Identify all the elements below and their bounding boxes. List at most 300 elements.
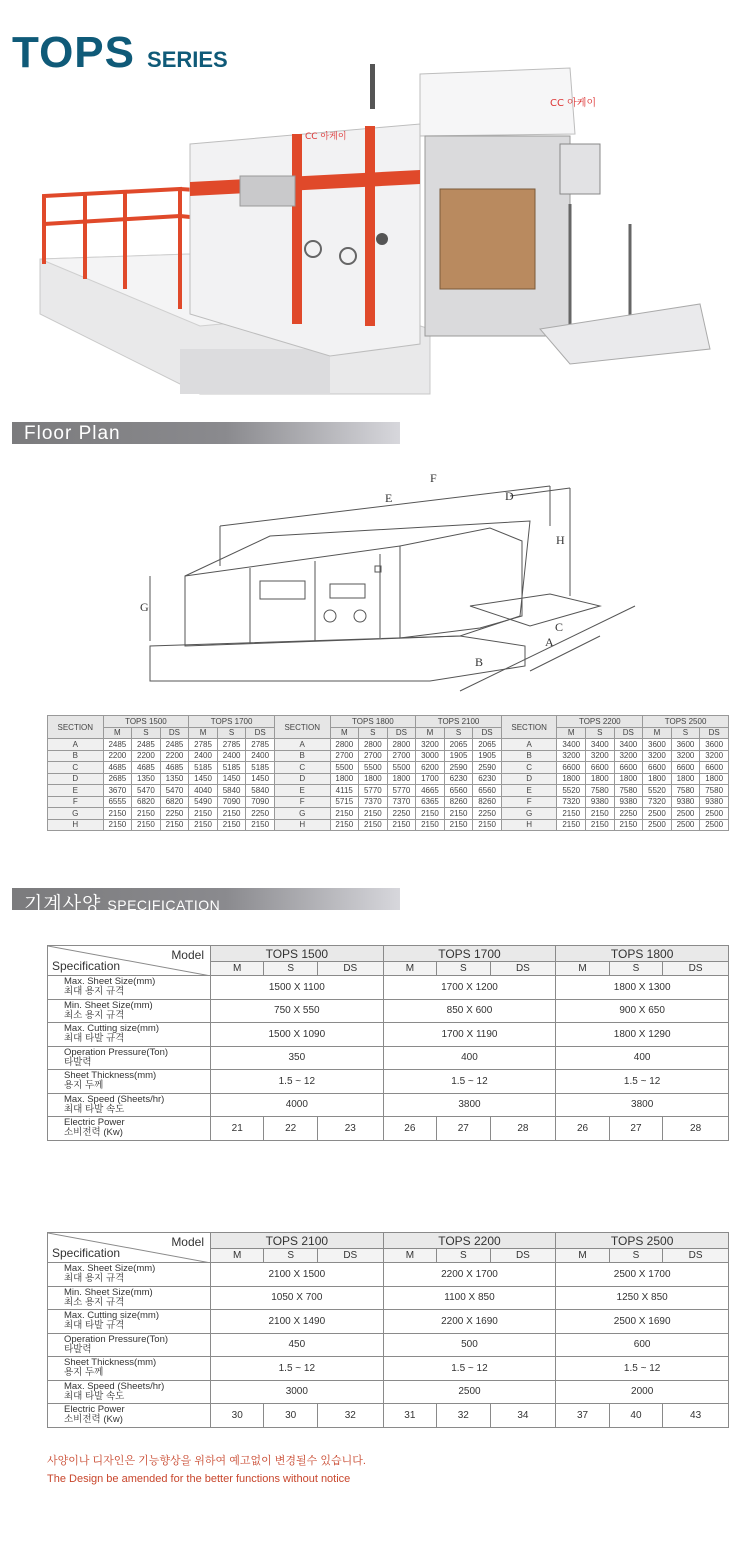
dim-cell: 1350	[132, 773, 161, 785]
spec-value: 1800 X 1290	[556, 1023, 729, 1047]
dim-cell: 2485	[132, 739, 161, 751]
dim-cell: 2200	[132, 750, 161, 762]
dim-cell: 4685	[103, 762, 132, 774]
spec-value: 500	[383, 1333, 556, 1357]
spec-value: 2000	[556, 1380, 729, 1404]
power-value: 21	[211, 1117, 264, 1141]
dim-cell: 1800	[671, 773, 700, 785]
corner-spec: Specification	[52, 1246, 121, 1260]
dim-cell: 3600	[671, 739, 700, 751]
dim-cell: 2500	[671, 819, 700, 831]
dim-cell: 3400	[557, 739, 586, 751]
dim-row	[48, 785, 729, 797]
model-header: TOPS 1500	[211, 946, 384, 962]
dim-cell: 6200	[416, 762, 445, 774]
power-value: 28	[490, 1117, 556, 1141]
spec-row	[48, 1286, 729, 1310]
dim-cell: 2400	[189, 750, 218, 762]
machine-illustration	[30, 64, 720, 409]
notice-kr: 사양이나 디자인은 기능향상을 위하여 예고없이 변경될수 있습니다.	[47, 1455, 366, 1467]
dim-subheader: S	[444, 727, 473, 739]
dim-cell: 2150	[444, 808, 473, 820]
dim-section-label: F	[48, 796, 104, 808]
spec-value: 1.5 ~ 12	[383, 1357, 556, 1381]
dim-cell: 3670	[103, 785, 132, 797]
dim-subheader: M	[189, 727, 218, 739]
dim-cell: 5770	[387, 785, 416, 797]
dim-cell: 2200	[103, 750, 132, 762]
spec-label: Max. Sheet Size(mm) 최대 용지 규격	[48, 976, 211, 1000]
spec-title-en: SPECIFICATION	[107, 897, 221, 913]
dim-subheader: S	[671, 727, 700, 739]
power-value: 31	[383, 1404, 436, 1428]
dim-cell: 1800	[700, 773, 729, 785]
dim-cell: 2200	[160, 750, 189, 762]
spec-row	[48, 1093, 729, 1117]
dim-row	[48, 750, 729, 762]
dim-cell: 6560	[473, 785, 502, 797]
variant-header: M	[383, 962, 436, 976]
dim-cell: 5520	[643, 785, 672, 797]
spec-row	[48, 1310, 729, 1334]
dim-subheader: DS	[473, 727, 502, 739]
dim-cell: 6820	[132, 796, 161, 808]
spec-value: 2200 X 1700	[383, 1263, 556, 1287]
dim-cell: 2150	[416, 808, 445, 820]
dim-cell: 4040	[189, 785, 218, 797]
dim-row	[48, 739, 729, 751]
spec-row	[48, 1263, 729, 1287]
power-value: 22	[264, 1117, 317, 1141]
dim-cell: 1905	[444, 750, 473, 762]
dim-cell: 2785	[246, 739, 275, 751]
dim-cell: 2150	[246, 819, 275, 831]
notice-en: The Design be amended for the better functions without notice	[47, 1473, 351, 1485]
spec-label: Sheet Thickness(mm) 용지 두께	[48, 1070, 211, 1094]
spec-value: 1700 X 1200	[383, 976, 556, 1000]
dim-cell: 9380	[700, 796, 729, 808]
dim-cell: 1350	[160, 773, 189, 785]
dim-section-label: B	[274, 750, 330, 762]
variant-header: S	[264, 1249, 317, 1263]
dim-section-label: F	[501, 796, 557, 808]
spec-value: 400	[383, 1046, 556, 1070]
dim-cell: 3000	[416, 750, 445, 762]
dim-cell: 3400	[614, 739, 643, 751]
spec-value: 3800	[556, 1093, 729, 1117]
dim-cell: 2150	[160, 819, 189, 831]
spec-value: 1.5 ~ 12	[556, 1070, 729, 1094]
variant-header: DS	[317, 1249, 383, 1263]
variant-header: DS	[663, 962, 729, 976]
dim-cell: 2250	[614, 808, 643, 820]
dim-cell: 2250	[246, 808, 275, 820]
dim-cell: 2500	[700, 808, 729, 820]
variant-header: DS	[317, 962, 383, 976]
dim-cell: 3200	[671, 750, 700, 762]
dim-cell: 2500	[643, 819, 672, 831]
dim-cell: 6600	[700, 762, 729, 774]
dim-cell: 6600	[557, 762, 586, 774]
power-value: 37	[556, 1404, 609, 1428]
spec-value: 850 X 600	[383, 999, 556, 1023]
power-value: 30	[211, 1404, 264, 1428]
dim-subheader: DS	[246, 727, 275, 739]
dim-cell: 5520	[557, 785, 586, 797]
dim-cell: 2800	[359, 739, 388, 751]
power-value: 27	[437, 1117, 490, 1141]
spec-value: 2500	[383, 1380, 556, 1404]
spec-value: 1500 X 1090	[211, 1023, 384, 1047]
dim-section-label: E	[501, 785, 557, 797]
dim-cell: 1800	[387, 773, 416, 785]
spec-value: 2100 X 1500	[211, 1263, 384, 1287]
dim-cell: 4665	[416, 785, 445, 797]
dim-section-label: D	[48, 773, 104, 785]
model-header: TOPS 2200	[383, 1233, 556, 1249]
dim-cell: 7090	[246, 796, 275, 808]
spec-value: 750 X 550	[211, 999, 384, 1023]
variant-header: S	[437, 962, 490, 976]
dim-subheader: S	[359, 727, 388, 739]
spec-value: 1700 X 1190	[383, 1023, 556, 1047]
dim-cell: 2250	[160, 808, 189, 820]
spec-row	[48, 1380, 729, 1404]
dim-cell: 5185	[189, 762, 218, 774]
svg-text:C: C	[555, 620, 564, 634]
power-value: 28	[663, 1117, 729, 1141]
dim-cell: 5840	[246, 785, 275, 797]
dim-cell: 2150	[387, 819, 416, 831]
floor-plan-bar	[12, 422, 400, 444]
dim-cell: 2700	[330, 750, 359, 762]
spec-row	[48, 1023, 729, 1047]
corner-model: Model	[171, 1235, 204, 1249]
svg-text:F: F	[430, 471, 437, 485]
dim-cell: 3200	[586, 750, 615, 762]
svg-text:H: H	[556, 533, 565, 547]
dim-cell: 1450	[217, 773, 246, 785]
dim-cell: 2150	[416, 819, 445, 831]
dim-row	[48, 819, 729, 831]
dim-cell: 2150	[586, 808, 615, 820]
power-value: 34	[490, 1404, 556, 1428]
dim-cell: 8260	[473, 796, 502, 808]
spec-table-2	[47, 1232, 729, 1428]
dim-cell: 2800	[330, 739, 359, 751]
dim-cell: 3600	[700, 739, 729, 751]
dim-section-label: H	[274, 819, 330, 831]
dim-section-label: A	[501, 739, 557, 751]
dim-cell: 2150	[103, 808, 132, 820]
spec-value: 450	[211, 1333, 384, 1357]
dim-cell: 6600	[586, 762, 615, 774]
svg-text:A: A	[545, 635, 554, 649]
dim-subheader: DS	[160, 727, 189, 739]
dim-section-label: G	[501, 808, 557, 820]
dim-cell: 1800	[330, 773, 359, 785]
dim-section-label: E	[48, 785, 104, 797]
power-value: 23	[317, 1117, 383, 1141]
dim-cell: 7370	[359, 796, 388, 808]
dim-cell: 2590	[473, 762, 502, 774]
model-header: TOPS 1700	[383, 946, 556, 962]
dim-cell: 6365	[416, 796, 445, 808]
dim-cell: 1450	[246, 773, 275, 785]
variant-header: M	[211, 962, 264, 976]
dim-subheader: S	[132, 727, 161, 739]
dim-cell: 2785	[217, 739, 246, 751]
svg-text:D: D	[505, 489, 514, 503]
dim-subheader: DS	[700, 727, 729, 739]
dim-cell: 2150	[132, 808, 161, 820]
spec-value: 1.5 ~ 12	[211, 1357, 384, 1381]
spec-row-power	[48, 1404, 729, 1428]
spec-value: 1500 X 1100	[211, 976, 384, 1000]
dim-cell: 2150	[330, 819, 359, 831]
dimension-table: SECTION TOPS 1500 TOPS 1700 SECTION TOPS 1800 TOPS 2100 SECTION TOPS 2200 TOPS 2500 M S DS M S DS M S DS M S DS M S DS M S DS A 2485 2485 2485 2785 2785 2785 A 2800 2800 2800 3200 2065 2065 A 3400 3400 3400 3600 3600 3600 B 2200 2200 2200 2400 2400 2400 B 2700 2700 2700 3000 1905 1905 B 3200 3200 3200 3200 3200 3200 C 4685 4685 4685 5185 5185 5185 C 5500 5500 5500 6200 2590 2590 C 6600 6600 6600 6600 6600 6600 D 2685 1350 1350 1450 1450 1450 D 1800 1800 1800 1700 6230 6230 D 1800 1800 1800 1800 1800 1800 E 3670 5470 5470 4040 5840 5840 E 4115 5770 5770 4665 6560 6560 E 5520 7580 7580 5520 7580 7580 F 6555 6820 6820 5490 7090 7090 F 5715 7370 7370 6365 8260 8260 F 7320 9380 9380 7320 9380 9380 G 2150 2150 2250 2150 2150 2250 G 2150 2150 2250 2150 2150 2250 G 2150 2150 2250 2500 2500 2500 H 2150 2150 2150 2150 2150 2150 H 2150 2150 2150 2150 2150 2150 H 2150 2150 2150 2500 2500 2500	[47, 715, 729, 831]
notice	[47, 1452, 366, 1488]
dim-subheader: M	[330, 727, 359, 739]
dim-section-label: D	[274, 773, 330, 785]
dim-cell: 2250	[387, 808, 416, 820]
spec-value: 1800 X 1300	[556, 976, 729, 1000]
dim-section-label: H	[501, 819, 557, 831]
spec-label: Max. Speed (Sheets/hr) 최대 타발 속도	[48, 1380, 211, 1404]
dim-cell: 6600	[671, 762, 700, 774]
spec-value: 1.5 ~ 12	[556, 1357, 729, 1381]
dim-cell: 5470	[132, 785, 161, 797]
dim-cell: 2065	[473, 739, 502, 751]
spec-label: Electric Power 소비전력 (Kw)	[48, 1117, 211, 1141]
dim-cell: 5500	[330, 762, 359, 774]
dim-cell: 2685	[103, 773, 132, 785]
dim-cell: 5185	[217, 762, 246, 774]
dim-cell: 1700	[416, 773, 445, 785]
dim-cell: 2700	[359, 750, 388, 762]
spec-label: Max. Speed (Sheets/hr) 최대 타발 속도	[48, 1093, 211, 1117]
dim-cell: 2065	[444, 739, 473, 751]
dim-cell: 7580	[586, 785, 615, 797]
power-value: 32	[317, 1404, 383, 1428]
dim-cell: 7320	[643, 796, 672, 808]
dim-cell: 2800	[387, 739, 416, 751]
dim-cell: 4685	[132, 762, 161, 774]
dim-section-label: B	[48, 750, 104, 762]
spec-value: 2500 X 1700	[556, 1263, 729, 1287]
dim-cell: 1905	[473, 750, 502, 762]
dim-subheader: DS	[387, 727, 416, 739]
model-header: TOPS 2100	[211, 1233, 384, 1249]
dim-cell: 1800	[614, 773, 643, 785]
spec-corner	[48, 1233, 211, 1263]
dim-cell: 2485	[103, 739, 132, 751]
dim-section-label: G	[274, 808, 330, 820]
dim-section-label: E	[274, 785, 330, 797]
dim-cell: 5470	[160, 785, 189, 797]
svg-text:G: G	[140, 600, 149, 614]
dim-cell: 1450	[189, 773, 218, 785]
dim-cell: 1800	[359, 773, 388, 785]
power-value: 26	[383, 1117, 436, 1141]
dim-subheader: S	[586, 727, 615, 739]
dim-section-label: D	[501, 773, 557, 785]
variant-header: M	[556, 962, 609, 976]
spec-label: Max. Cutting size(mm) 최대 타발 규격	[48, 1310, 211, 1334]
spec-value: 3800	[383, 1093, 556, 1117]
spec-label: Min. Sheet Size(mm) 최소 용지 규격	[48, 999, 211, 1023]
power-value: 40	[609, 1404, 662, 1428]
spec-value: 2500 X 1690	[556, 1310, 729, 1334]
spec-label: Max. Cutting size(mm) 최대 타발 규격	[48, 1023, 211, 1047]
dim-cell: 7580	[671, 785, 700, 797]
spec-table-1	[47, 945, 729, 1141]
spec-value: 4000	[211, 1093, 384, 1117]
power-value: 30	[264, 1404, 317, 1428]
power-value: 32	[437, 1404, 490, 1428]
dim-cell: 2150	[103, 819, 132, 831]
dim-cell: 2500	[671, 808, 700, 820]
spec-value: 3000	[211, 1380, 384, 1404]
dim-cell: 5500	[387, 762, 416, 774]
dim-cell: 2150	[359, 819, 388, 831]
dim-cell: 5500	[359, 762, 388, 774]
dim-cell: 6560	[444, 785, 473, 797]
spec-row	[48, 1046, 729, 1070]
spec-value: 1.5 ~ 12	[383, 1070, 556, 1094]
dim-cell: 3200	[557, 750, 586, 762]
dim-cell: 2500	[643, 808, 672, 820]
dim-cell: 6555	[103, 796, 132, 808]
dim-cell: 2150	[557, 808, 586, 820]
dim-cell: 1800	[557, 773, 586, 785]
dim-row	[48, 773, 729, 785]
dim-cell: 2150	[217, 819, 246, 831]
dim-cell: 1800	[643, 773, 672, 785]
dim-cell: 6230	[444, 773, 473, 785]
dim-subheader: DS	[614, 727, 643, 739]
dim-cell: 2150	[444, 819, 473, 831]
spec-label: Sheet Thickness(mm) 용지 두께	[48, 1357, 211, 1381]
dim-cell: 5490	[189, 796, 218, 808]
spec-value: 400	[556, 1046, 729, 1070]
dim-cell: 3200	[614, 750, 643, 762]
dim-section-label: H	[48, 819, 104, 831]
dim-cell: 3200	[416, 739, 445, 751]
dim-section-label: C	[274, 762, 330, 774]
dim-cell: 1800	[586, 773, 615, 785]
spec-value: 1100 X 850	[383, 1286, 556, 1310]
power-value: 27	[609, 1117, 662, 1141]
svg-text:E: E	[385, 491, 393, 505]
variant-header: DS	[663, 1249, 729, 1263]
section-header: SECTION	[48, 716, 104, 739]
spec-value: 1.5 ~ 12	[211, 1070, 384, 1094]
dim-cell: 3400	[586, 739, 615, 751]
spec-title-kr: 기계사양	[24, 894, 102, 915]
dim-cell: 5185	[246, 762, 275, 774]
dim-cell: 7580	[614, 785, 643, 797]
spec-label: Operation Pressure(Ton) 타발력	[48, 1046, 211, 1070]
spec-label: Max. Sheet Size(mm) 최대 용지 규격	[48, 1263, 211, 1287]
spec-row	[48, 1333, 729, 1357]
dim-subheader: M	[103, 727, 132, 739]
dim-cell: 2590	[444, 762, 473, 774]
dim-cell: 9380	[586, 796, 615, 808]
series-title: TOPS	[12, 28, 136, 77]
dim-cell: 5770	[359, 785, 388, 797]
spec-value: 600	[556, 1333, 729, 1357]
dim-cell: 5840	[217, 785, 246, 797]
dim-cell: 2785	[189, 739, 218, 751]
spec-label: Electric Power 소비전력 (Kw)	[48, 1404, 211, 1428]
spec-row	[48, 976, 729, 1000]
dim-cell: 2150	[473, 819, 502, 831]
dim-cell: 2250	[473, 808, 502, 820]
dim-cell: 2500	[700, 819, 729, 831]
dim-cell: 3200	[700, 750, 729, 762]
corner-model: Model	[171, 948, 204, 962]
dim-cell: 2400	[246, 750, 275, 762]
variant-header: DS	[490, 962, 556, 976]
dim-cell: 4685	[160, 762, 189, 774]
model-header: TOPS 1800	[556, 946, 729, 962]
spec-row	[48, 1070, 729, 1094]
dim-cell: 6600	[614, 762, 643, 774]
spec-row	[48, 999, 729, 1023]
dim-section-label: C	[48, 762, 104, 774]
dim-subheader: M	[643, 727, 672, 739]
power-value: 43	[663, 1404, 729, 1428]
dim-cell: 3600	[643, 739, 672, 751]
svg-text:B: B	[475, 655, 484, 669]
dim-section-label: G	[48, 808, 104, 820]
dim-cell: 2150	[132, 819, 161, 831]
dim-cell: 8260	[444, 796, 473, 808]
dim-cell: 2150	[330, 808, 359, 820]
variant-header: M	[383, 1249, 436, 1263]
variant-header: S	[437, 1249, 490, 1263]
dim-section-label: A	[48, 739, 104, 751]
spec-row-power	[48, 1117, 729, 1141]
dim-row	[48, 762, 729, 774]
dim-cell: 2150	[359, 808, 388, 820]
dim-cell: 2150	[586, 819, 615, 831]
variant-header: S	[609, 1249, 662, 1263]
variant-header: DS	[490, 1249, 556, 1263]
model-header: TOPS 2500	[556, 1233, 729, 1249]
dim-cell: 6230	[473, 773, 502, 785]
dim-section-label: A	[274, 739, 330, 751]
spec-value: 2200 X 1690	[383, 1310, 556, 1334]
dim-cell: 2700	[387, 750, 416, 762]
dim-cell: 7090	[217, 796, 246, 808]
dim-cell: 2150	[614, 819, 643, 831]
spec-value: 1250 X 850	[556, 1286, 729, 1310]
dim-section-label: C	[501, 762, 557, 774]
dim-subheader: S	[217, 727, 246, 739]
series-subtitle: SERIES	[147, 47, 228, 72]
dim-cell: 2150	[217, 808, 246, 820]
spec-corner	[48, 946, 211, 976]
dim-cell: 9380	[671, 796, 700, 808]
svg-text:CC 아케이: CC 아케이	[550, 98, 597, 109]
dim-cell: 2150	[189, 808, 218, 820]
corner-spec: Specification	[52, 959, 121, 973]
power-value: 26	[556, 1117, 609, 1141]
variant-header: S	[609, 962, 662, 976]
spec-row	[48, 1357, 729, 1381]
